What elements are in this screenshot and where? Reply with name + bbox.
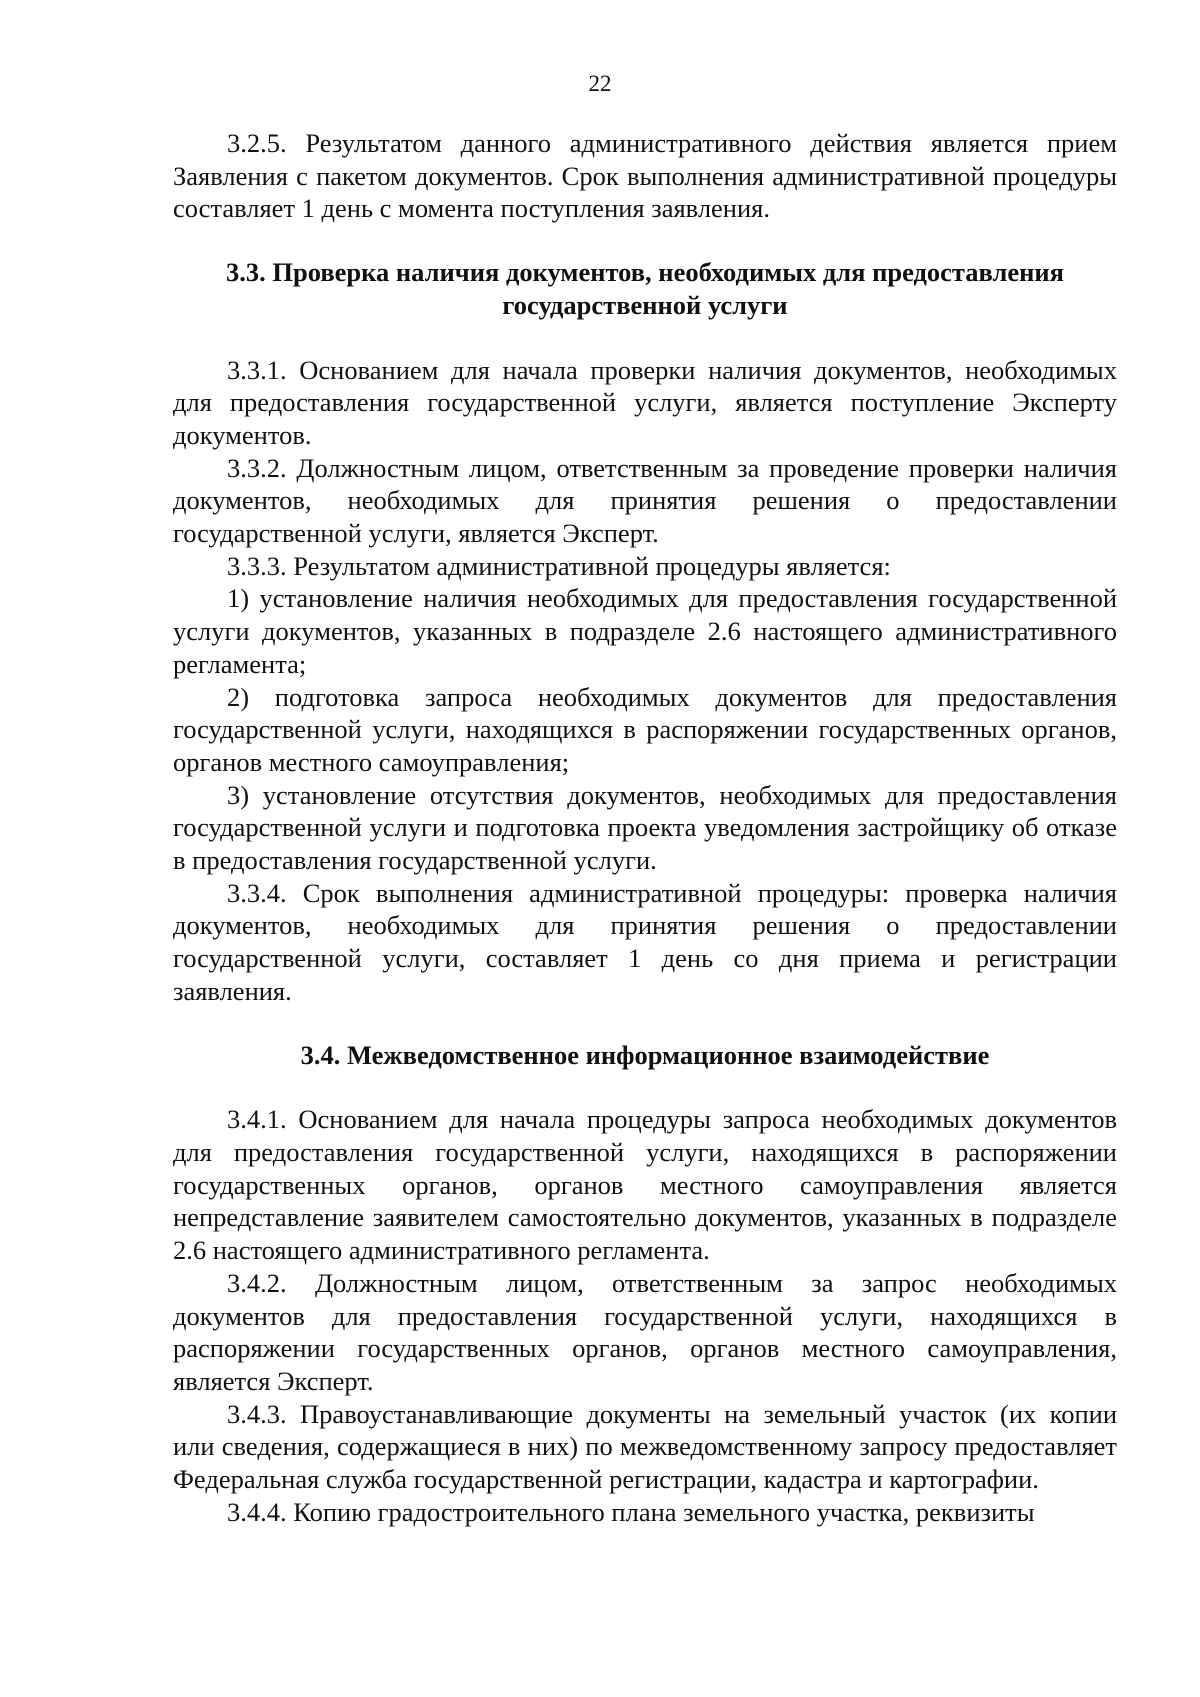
document-body xyxy=(173,127,1117,1528)
paragraph-3-4-4: 3.4.4. Копию градостроительного плана земельного участка, реквизиты xyxy=(227,1496,1035,1527)
paragraph-3-4-2: 3.4.2. Должностным лицом, ответственным за запрос необходимых документов для предоставления государственной услуги, находящихся в распоряжении государственных органов, органов местного самоуправления, является Эксперт. xyxy=(173,1267,1117,1396)
paragraph-3-4-1: 3.4.1. Основанием для начала процедуры запроса необходимых документов для предоставления государственной услуги, находящихся в распоряжении государственных органов, органов местного самоуправления является непредставление заявителем самостоятельно документов, указанных в подразделе 2.6 настоящего административного регламента. xyxy=(173,1104,1117,1266)
section-heading-3-3: 3.3. Проверка наличия документов, необходимых для предоставления государственной услуги xyxy=(226,257,1064,320)
paragraph-3-3-2: 3.3.2. Должностным лицом, ответственным за проведение проверки наличия документов, необходимых для принятия решения о предоставлении государственной услуги, является Эксперт. xyxy=(173,452,1117,549)
paragraph-3-3-3: 3.3.3. Результатом административной процедуры является: xyxy=(227,550,891,581)
list-item-3: 3) установление отсутствия документов, необходимых для предоставления государственной услуги и подготовка проекта уведомления застройщику об отказе в предоставления государственной услуги. xyxy=(173,779,1117,876)
paragraph-3-2-5: 3.2.5. Результатом данного административного действия является прием Заявления с пакетом документов. Срок выполнения административной процедуры составляет 1 день с момента поступления заявления. xyxy=(173,128,1117,224)
list-item-1: 1) установление наличия необходимых для предоставления государственной услуги документов, указанных в подразделе 2.6 настоящего административного регламента; xyxy=(173,583,1117,679)
list-item-2: 2) подготовка запроса необходимых документов для предоставления государственной услуги, находящихся в распоряжении государственных органов, органов местного самоуправления; xyxy=(173,681,1117,777)
section-heading-3-4: 3.4. Межведомственное информационное взаимодействие xyxy=(300,1039,990,1070)
page-number: 22 xyxy=(588,71,612,96)
paragraph-3-3-4: 3.3.4. Срок выполнения административной процедуры: проверка наличия документов, необходимых для принятия решения о предоставлении государственной услуги, составляет 1 день со дня приема и регистрации заявления. xyxy=(173,877,1117,1006)
paragraph-3-4-3: 3.4.3. Правоустанавливающие документы на земельный участок (их копии или сведения, содержащиеся в них) по межведомственному запросу предоставляет Федеральная служба государственной регистрации, кадастра и картографии. xyxy=(173,1398,1117,1495)
paragraph-3-3-1: 3.3.1. Основанием для начала проверки наличия документов, необходимых для предоставления государственной услуги, является поступление Эксперту документов. xyxy=(173,354,1117,450)
